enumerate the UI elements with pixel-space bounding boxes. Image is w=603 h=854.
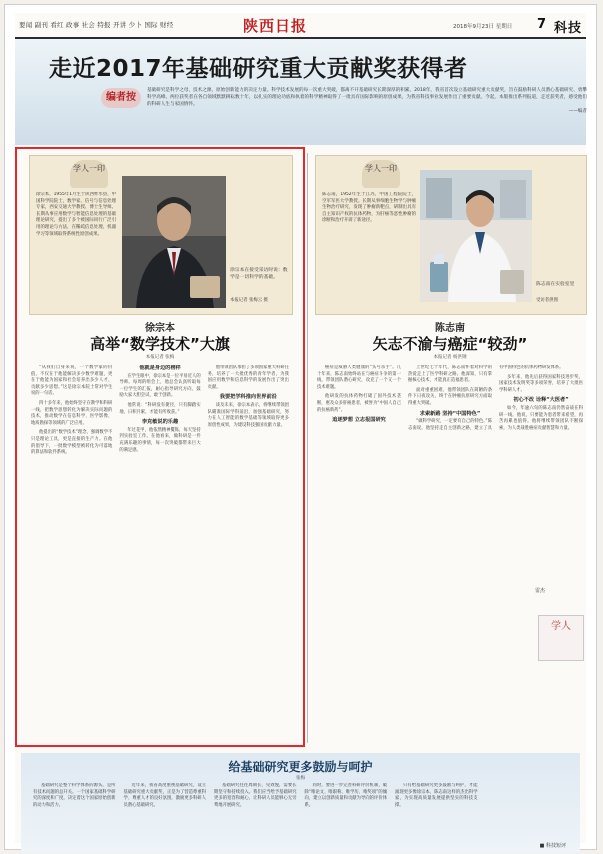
left-photo-credit: 本报记者 张梅云 摄 bbox=[230, 298, 268, 303]
right-para: 癌症是威胁人类健康的“头号杀手”。几十年来，陈志南始终站在与癌症斗争的第一线，带领团队潜心研究，攻克了一个又一个技术难题。 bbox=[317, 365, 401, 390]
issue-date: 2018年9月23日 星期日 bbox=[453, 24, 513, 30]
right-person-name: 陈志南 bbox=[435, 323, 465, 334]
left-para: 他带领团队承担了多项国家重大科研任务，培养了一大批优秀的青年学者，为我国应用数学和信息科学的发展作出了突出贡献。 bbox=[207, 365, 289, 390]
right-article-title: 矢志不渝与癌症“较劲” bbox=[372, 335, 528, 353]
commentary-byline: 张梅 bbox=[296, 776, 305, 781]
right-para: 如今，年逾六旬的陈志南仍然奋战在科研一线。他说，只要能为患者带来希望，再苦再累也值得。他将继续带领团队不断探索，为人类战胜癌症贡献智慧和力量。 bbox=[499, 405, 583, 431]
left-xueren-label: 学人一印 bbox=[73, 164, 105, 173]
right-subhead: 初心不改 诠释“大医者” bbox=[513, 397, 569, 404]
right-xueren-tag bbox=[362, 160, 400, 188]
page-number: 7 bbox=[537, 17, 547, 32]
seal-text: 学人 bbox=[551, 621, 571, 632]
left-subhead: 他就是身边的榜样 bbox=[139, 365, 181, 371]
headline-banner bbox=[15, 39, 586, 145]
bottom-commentary bbox=[21, 753, 580, 853]
right-article-body bbox=[317, 365, 583, 741]
left-para: 四十多年来，他始终坚守在教学和科研一线，把数学思想转化为解决实际问题的技术，推动数学在信息科学、医学影像、地质勘探等领域的广泛应用。 bbox=[31, 400, 113, 426]
right-para: 他研发的抗体药物打破了国外技术垄断，惠及众多肝癌患者，被誉为“中国人自己的抗癌新药”。 bbox=[317, 394, 401, 413]
right-byline: 本报记者 杨洪钢 bbox=[433, 355, 467, 360]
left-person-name: 徐宗本 bbox=[145, 323, 175, 334]
right-xueren-label: 学人一印 bbox=[365, 164, 397, 173]
commentary-para: 基础研究往往周期长、见效慢，需要长期坚守和持续投入。我们应当给予基础研究更多的宽容和耐心，让科研人员能够心无旁骛地开展研究。 bbox=[214, 783, 297, 808]
left-photo-caption: 徐宗本在接受采访时说：数学是一切科学的基础。 bbox=[230, 268, 288, 280]
left-article-body bbox=[31, 365, 289, 741]
right-profile-text: 陈志南，1952年生于江苏，中国工程院院士，空军军医大学教授。长期从事细胞生物学与肿瘤生物治疗研究，发现了肿瘤新靶点，研制出具有自主知识产权的抗体药物，为肝癌等恶性肿瘤的诊断和治疗开辟了新途径。 bbox=[322, 192, 416, 224]
right-photo-caption: 陈志南在实验室里 bbox=[536, 282, 575, 287]
left-byline: 本报记者 张梅 bbox=[145, 355, 175, 360]
left-para: “从我们自身来说，一个数学家的价值，不仅在于他能解决多少数学难题，更在于他能为国家和社会培养出多少人才、贡献多少思想。”这是徐宗本院士常对学生说的一句话。 bbox=[31, 365, 113, 397]
author-signature: 雷杰 bbox=[535, 588, 546, 594]
commentary-body bbox=[33, 783, 568, 843]
commentary-para: 近年来，我省高度重视基础研究，设立基础研究重大贡献奖，正是为了营造尊重科学、尊重人才的良好氛围，激励更多科研人员潜心基础研究。 bbox=[123, 783, 206, 808]
commentary-para: 同时，要进一步完善科研评价机制，破除“唯论文、唯职称、唯学历、唯奖项”的倾向，建立以创新质量和贡献为导向的评价体系。 bbox=[304, 783, 387, 808]
section-name: 科技 bbox=[554, 21, 583, 36]
left-para: 他常说：“科研没有捷径，只有脚踏实地、日积月累，才能有所收获。” bbox=[119, 402, 201, 415]
newspaper-frame bbox=[4, 4, 597, 850]
right-para: 上世纪七十年代，陈志南怀着对科学的热爱走上了医学科研之路。他深知，只有掌握核心技术，才能真正造福患者。 bbox=[408, 365, 492, 384]
left-portrait-photo bbox=[122, 176, 226, 308]
right-profile-card bbox=[315, 155, 587, 315]
editor-note-text bbox=[147, 87, 587, 115]
editor-note-body: 基础研究是科学之母，技术之源，原始创新能力的决定力量。科学技术发展的每一次重大突破，都离不开基础研究长期深厚的积累。2018年，我省首次设立基础研究重大贡献奖，旨在鼓励科研人员潜心基础研究、勇攀科学高峰。两位获奖者在各自领域默默耕耘数十年，以扎实的理论功底和执着的科学精神取得了一批具有国际影响的原创成果，为我省科技事业发展作出了重要贡献。今起，本版推出系列报道，走近获奖者，感受他们的科研人生与家国情怀。 bbox=[147, 88, 587, 107]
left-profile-text: 徐宗本，1955年1月生于陕西柞水县，中国科学院院士，数学家、信号与信息处理专家，西安交通大学教授、博士生导师。长期从事应用数学与智能信息处理的基础理论研究，提出了多个被国际同行广泛引用的理论与方法，在稀疏信息处理、机器学习等领域取得系统性原创成果。 bbox=[36, 192, 116, 237]
right-portrait-photo bbox=[420, 170, 532, 302]
column-divider bbox=[307, 153, 308, 743]
commentary-column-label: ■ 科技短评 bbox=[539, 843, 566, 849]
right-subhead: 求索新路 坚持“中国特色” bbox=[419, 410, 481, 417]
main-headline: 走近2017年基础研究重大贡献奖获得者 bbox=[49, 56, 468, 82]
portrait-illustration bbox=[122, 176, 226, 308]
masthead: 陕西日报 bbox=[243, 17, 308, 35]
right-para: 多年来，他先后获得国家科技进步奖、国家技术发明奖等多项荣誉，培养了大批医学科研人才。 bbox=[499, 374, 583, 393]
left-profile-card bbox=[29, 155, 293, 315]
editor-note-sign: ——编者 bbox=[568, 109, 587, 114]
left-para: 谈及未来，徐宗本表示，将继续带领团队瞄准国际学科前沿，加强基础研究，努力在人工智能的数学基础等领域取得更多原创性成果，为建设科技强国贡献力量。 bbox=[207, 402, 289, 428]
left-subhead: 李克敏说的乐趣 bbox=[141, 419, 179, 426]
page-header bbox=[15, 13, 586, 39]
commentary-para: 只有给基础研究更多鼓励与呵护，才能涌现更多像徐宗本、陈志南这样的杰出科学家，为实现高质量发展提供坚实的科技支撑。 bbox=[395, 783, 478, 808]
commentary-title: 给基础研究更多鼓励与呵护 bbox=[228, 760, 373, 774]
right-subhead: 追逐梦想 立志报国研究 bbox=[332, 417, 386, 424]
left-subhead: 我要把学科推向世界前沿 bbox=[219, 394, 277, 401]
left-xueren-tag bbox=[70, 160, 108, 188]
commentary-para: 基础研究是整个科学体系的源头，是所有技术问题的总开关。一个国家基础科学研究的深度和广度，决定着这个国家原始创新的动力和活力。 bbox=[33, 783, 116, 808]
right-para: “做科学研究，一定要有自己的特色。”陈志南说。他坚持走自主创新之路，建立了具有中国特色的抗体药物研发体系。 bbox=[408, 365, 564, 431]
left-article-title: 高举“数学技术”大旗 bbox=[90, 335, 230, 353]
lab-illustration bbox=[420, 170, 532, 302]
left-para: 在学生眼中，徐宗本是一位平易近人的导师。每周的组会上，他总会认真听取每一位学生的汇报，耐心指导研究方向，鼓励大家大胆尝试、敢于创新。 bbox=[119, 373, 201, 399]
left-para: 年过花甲，他依然精神矍铄，每天坚持到实验室工作。在他看来，做科研是一件充满乐趣的事情，每一次突破都带来巨大的满足感。 bbox=[119, 427, 201, 453]
section-nav[interactable]: 要闻 副刊 看红 政事 社会 特报 开讲 少卜 国际 财经 bbox=[19, 21, 174, 29]
seal-stamp bbox=[538, 615, 584, 661]
left-para: 他提出的“数学技术”理念，强调数学不只是理论工具，更是直接的生产力。在他的倡导下，一批数学模型被转化为可落地的算法和软件系统。 bbox=[31, 430, 113, 456]
editor-note-tag: 编者按 bbox=[101, 88, 141, 108]
right-para: 面对重重困难，他带领团队在简陋的条件下日夜攻关，终于在肿瘤抗原研究方面取得重大突破。 bbox=[408, 387, 492, 406]
newspaper-page bbox=[15, 13, 587, 849]
right-photo-credit: 受访者供图 bbox=[536, 298, 558, 303]
